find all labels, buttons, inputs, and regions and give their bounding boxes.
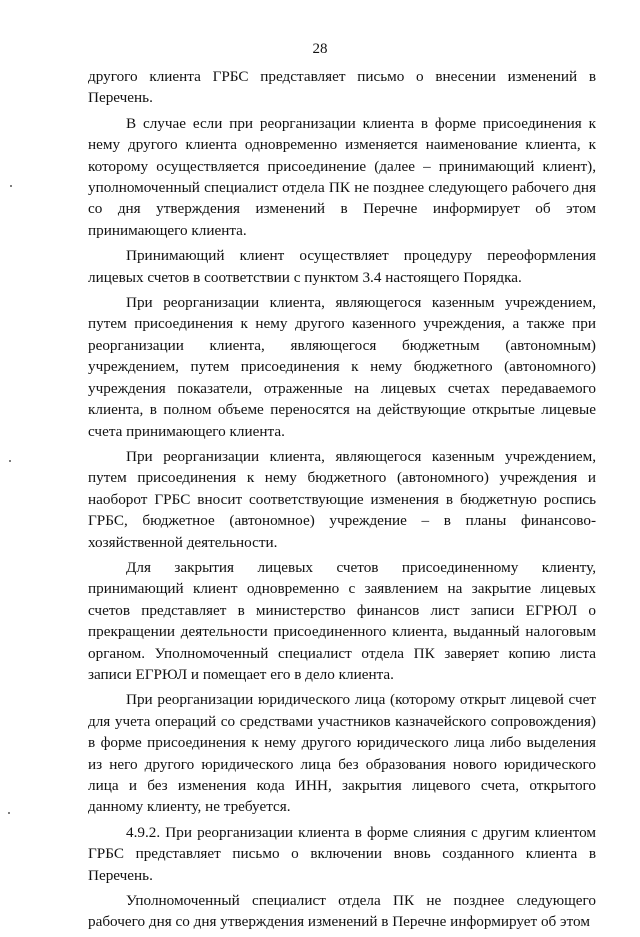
paragraph-6: Для закрытия лицевых счетов присоединенному клиенту, принимающий клиент одновременно с заявлением на закрытие лицевых счетов представляет в министерство финансов лист записи ЕГРЮЛ о прекращении деятельности присоединенного клиента, выданный налоговым органом. Уполномоченный специалист отдела ПК заверяет копию листа записи ЕГРЮЛ и помещает его в дело клиента.: [88, 558, 596, 683]
scan-speck: [10, 185, 12, 187]
page-number: 28: [312, 41, 328, 57]
paragraph-1: другого клиента ГРБС представляет письмо о внесении изменений в Перечень.: [88, 68, 596, 107]
paragraph-4: При реорганизации клиента, являющегося казенным учреждением, путем присоединения к нему другого казенного учреждения, а также при реорганизации клиента, являющегося бюджетным (автономным) учреждением, путем присоединения к нему бюджетного (автономного) учреждения показатели, отраженные на лицевых счетах передаваемого клиента, в полном объеме переносятся на действующие открытые лицевые счета принимающего клиента.: [88, 294, 596, 440]
scan-speck: [9, 460, 11, 462]
document-body: [88, 66, 596, 937]
paragraph-5: При реорганизации клиента, являющегося казенным учреждением, путем присоединения к нему бюджетного (автономного) учреждения и наоборот ГРБС вносит соответствующие изменения в бюджетную роспись ГРБС, бюджетное (автономное) учреждение – в планы финансово-хозяйственной деятельности.: [88, 447, 596, 551]
paragraph-9: Уполномоченный специалист отдела ПК не позднее следующего рабочего дня со дня утверждения изменений в Перечне информирует об этом: [88, 892, 596, 931]
paragraph-8: 4.9.2. При реорганизации клиента в форме слияния с другим клиентом ГРБС представляет письмо о включении вновь созданного клиента в Перечень.: [88, 823, 596, 884]
paragraph-2: В случае если при реорганизации клиента в форме присоединения к нему другого клиента одновременно изменяется наименование клиента, к которому осуществляется присоединение (далее – принимающий клиент), уполномоченный специалист отдела ПК не позднее следующего рабочего дня со дня утверждения изменений в Перечне информирует об этом принимающего клиента.: [88, 114, 596, 239]
paragraph-3: Принимающий клиент осуществляет процедуру переоформления лицевых счетов в соответствии с пунктом 3.4 настоящего Порядка.: [88, 247, 596, 286]
paragraph-7: При реорганизации юридического лица (которому открыт лицевой счет для учета операций со средствами участников казначейского сопровождения) в форме присоединения к нему другого юридического лица либо выделения из него другого юридического лица без образования нового юридического лица и без изменения кода ИНН, закрытия лицевого счета, открытого данному клиенту, не требуется.: [88, 691, 596, 816]
scan-speck: [8, 812, 10, 814]
